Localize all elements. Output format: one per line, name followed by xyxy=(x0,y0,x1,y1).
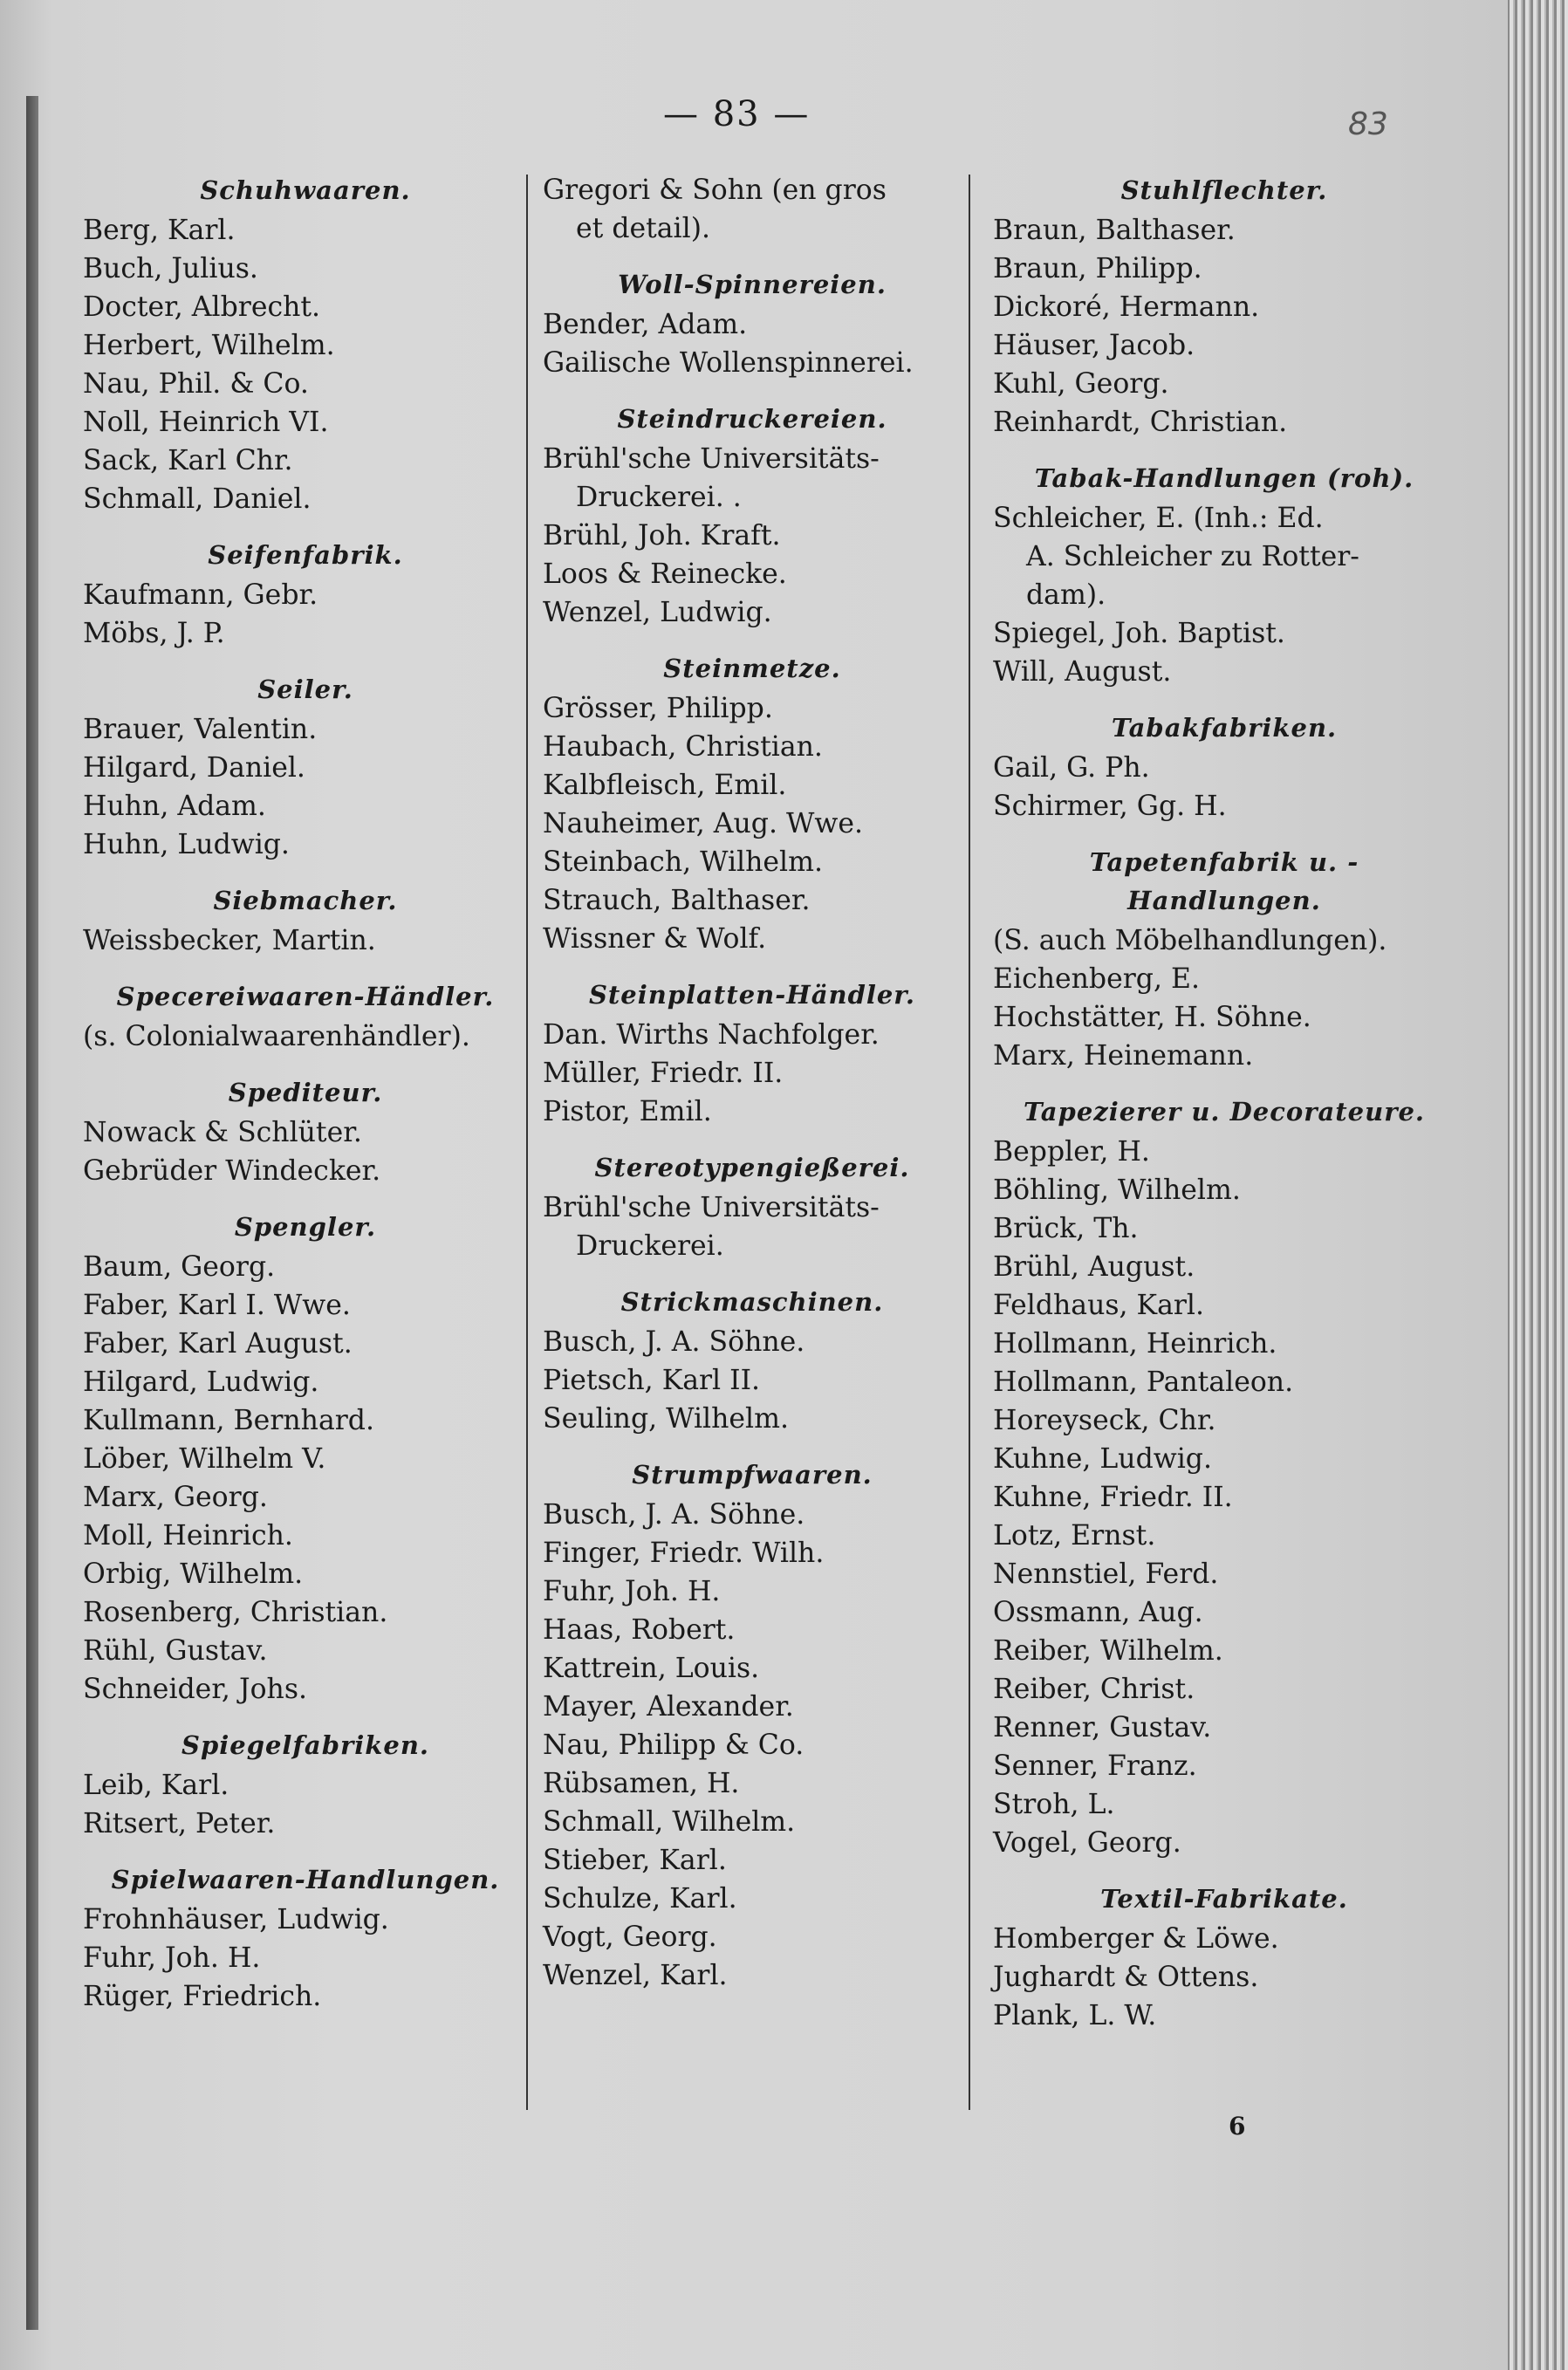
directory-entry: Sack, Karl Chr. xyxy=(83,445,293,476)
directory-entry: Steinbach, Wilhelm. xyxy=(543,846,823,878)
directory-entry: Häuser, Jacob. xyxy=(993,330,1195,361)
directory-section xyxy=(543,265,962,382)
column-3 xyxy=(993,171,1455,2052)
directory-entry: Marx, Georg. xyxy=(83,1482,268,1513)
directory-entry: Wenzel, Ludwig. xyxy=(543,597,772,628)
directory-section xyxy=(993,459,1455,691)
directory-entry: Noll, Heinrich VI. xyxy=(83,407,329,438)
directory-entry: Fuhr, Joh. H. xyxy=(543,1576,721,1607)
section-heading: Siebmacher. xyxy=(213,886,398,915)
column-2 xyxy=(543,171,962,2012)
directory-entry: Frohnhäuser, Ludwig. xyxy=(83,1904,389,1935)
directory-entry: Ossmann, Aug. xyxy=(993,1597,1203,1628)
directory-entry: Möbs, J. P. xyxy=(83,618,225,649)
directory-section xyxy=(543,171,962,248)
directory-entry: Vogt, Georg. xyxy=(543,1921,717,1953)
column-1 xyxy=(83,171,528,2033)
directory-entry: Busch, J. A. Söhne. xyxy=(543,1499,805,1531)
directory-section xyxy=(543,649,962,958)
directory-entry: Renner, Gustav. xyxy=(993,1712,1212,1743)
signature-mark: 6 xyxy=(1229,2112,1246,2141)
section-heading: Woll-Spinnereien. xyxy=(618,270,887,299)
directory-entry: Huhn, Ludwig. xyxy=(83,829,290,860)
directory-section xyxy=(543,1283,962,1438)
directory-entry: Stieber, Karl. xyxy=(543,1845,727,1876)
directory-entry: Eichenberg, E. xyxy=(993,963,1200,995)
directory-entry: Brück, Th. xyxy=(993,1213,1139,1244)
directory-section xyxy=(993,843,1455,1075)
directory-entry: Docter, Albrecht. xyxy=(83,291,321,323)
directory-section xyxy=(993,709,1455,825)
directory-entry: Strauch, Balthaser. xyxy=(543,885,811,916)
section-heading: Spielwaaren-Handlungen. xyxy=(111,1865,500,1894)
directory-entry: Druckerei. . xyxy=(576,482,742,513)
directory-entry: Ritsert, Peter. xyxy=(83,1808,276,1839)
directory-entry: Braun, Philipp. xyxy=(993,253,1202,284)
directory-entry: Rübsamen, H. xyxy=(543,1768,740,1799)
folio-mark: 83 xyxy=(1348,106,1388,142)
directory-entry: Brauer, Valentin. xyxy=(83,714,318,745)
directory-entry: Brühl, Joh. Kraft. xyxy=(543,520,781,551)
directory-section xyxy=(83,171,528,518)
directory-entry: Dickoré, Hermann. xyxy=(993,291,1260,323)
directory-entry: Hilgard, Daniel. xyxy=(83,752,305,784)
directory-entry: Huhn, Adam. xyxy=(83,791,266,822)
directory-entry: Hochstätter, H. Söhne. xyxy=(993,1002,1311,1033)
directory-entry: Nennstiel, Ferd. xyxy=(993,1558,1219,1590)
directory-entry: Bender, Adam. xyxy=(543,309,748,340)
section-heading: Steindruckereien. xyxy=(617,404,887,434)
directory-entry: Berg, Karl. xyxy=(83,215,236,246)
directory-section xyxy=(83,1860,528,2016)
directory-entry: Finger, Friedr. Wilh. xyxy=(543,1538,825,1569)
directory-entry: Vogel, Georg. xyxy=(993,1827,1181,1859)
directory-entry: Schirmer, Gg. H. xyxy=(993,791,1227,822)
section-heading: Tabakfabriken. xyxy=(1111,713,1338,743)
directory-entry: Rühl, Gustav. xyxy=(83,1635,268,1667)
section-heading: Seifenfabrik. xyxy=(208,540,403,570)
directory-entry: Kuhne, Ludwig. xyxy=(993,1443,1212,1475)
directory-entry: Schleicher, E. (Inh.: Ed. xyxy=(993,503,1324,534)
directory-entry: Gebrüder Windecker. xyxy=(83,1155,381,1187)
directory-entry: Homberger & Löwe. xyxy=(993,1923,1279,1955)
directory-entry: Kaufmann, Gebr. xyxy=(83,579,318,611)
directory-entry: Faber, Karl August. xyxy=(83,1328,353,1360)
directory-entry: Brühl'sche Universitäts- xyxy=(543,1192,880,1223)
directory-entry: Horeyseck, Chr. xyxy=(993,1405,1216,1436)
directory-entry: Nau, Phil. & Co. xyxy=(83,368,309,400)
directory-entry: Löber, Wilhelm V. xyxy=(83,1443,326,1475)
directory-entry: Böhling, Wilhelm. xyxy=(993,1175,1241,1206)
directory-entry: Nowack & Schlüter. xyxy=(83,1117,362,1148)
directory-entry: Reiber, Wilhelm. xyxy=(993,1635,1223,1667)
directory-section xyxy=(83,1073,528,1190)
directory-entry: Kalbfleisch, Emil. xyxy=(543,770,787,801)
directory-entry: Rüger, Friedrich. xyxy=(83,1981,322,2012)
section-heading: Strumpfwaaren. xyxy=(632,1460,873,1490)
directory-entry: Wissner & Wolf. xyxy=(543,923,767,955)
directory-entry: Leib, Karl. xyxy=(83,1770,229,1801)
directory-entry: Baum, Georg. xyxy=(83,1251,276,1283)
section-heading: Spediteur. xyxy=(228,1078,383,1107)
directory-entry: Rosenberg, Christian. xyxy=(83,1597,388,1628)
directory-entry: Spiegel, Joh. Baptist. xyxy=(993,618,1285,649)
directory-section xyxy=(543,976,962,1131)
directory-section xyxy=(993,1880,1455,2035)
section-heading: Stereotypengießerei. xyxy=(594,1153,910,1182)
directory-section xyxy=(83,977,528,1056)
directory-entry: Schmall, Daniel. xyxy=(83,483,312,515)
binding-shadow xyxy=(26,96,38,2330)
directory-entry: Hollmann, Heinrich. xyxy=(993,1328,1277,1360)
directory-entry: Seuling, Wilhelm. xyxy=(543,1403,789,1435)
directory-entry: Buch, Julius. xyxy=(83,253,258,284)
directory-entry: Lotz, Ernst. xyxy=(993,1520,1156,1551)
directory-entry: Druckerei. xyxy=(576,1230,724,1262)
directory-entry: Hollmann, Pantaleon. xyxy=(993,1367,1294,1398)
directory-entry: A. Schleicher zu Rotter- xyxy=(1026,541,1359,572)
section-heading: Tapezierer u. Decorateure. xyxy=(1023,1097,1426,1127)
directory-entry: Beppler, H. xyxy=(993,1136,1150,1168)
directory-entry: Kattrein, Louis. xyxy=(543,1653,760,1684)
directory-entry: Grösser, Philipp. xyxy=(543,693,773,724)
directory-section xyxy=(993,1093,1455,1862)
section-heading: Steinmetze. xyxy=(663,654,841,683)
section-heading: Stuhlflechter. xyxy=(1120,175,1328,205)
directory-section xyxy=(543,1456,962,1995)
directory-entry: Gailische Wollenspinnerei. xyxy=(543,347,914,379)
directory-entry: Schneider, Johs. xyxy=(83,1674,307,1705)
directory-entry: Wenzel, Karl. xyxy=(543,1960,728,1991)
directory-entry: Gail, G. Ph. xyxy=(993,752,1150,784)
directory-entry: Jughardt & Ottens. xyxy=(993,1962,1259,1993)
directory-section xyxy=(993,171,1455,442)
directory-entry: dam). xyxy=(1026,579,1106,611)
directory-section xyxy=(83,536,528,653)
directory-entry: Haas, Robert. xyxy=(543,1614,736,1646)
section-heading: Tabak-Handlungen (roh). xyxy=(1034,463,1414,493)
section-heading: Spengler. xyxy=(234,1212,377,1242)
directory-entry: Brühl, August. xyxy=(993,1251,1195,1283)
directory-entry: Loos & Reinecke. xyxy=(543,558,787,590)
section-heading: Specereiwaaren-Händler. xyxy=(116,982,495,1011)
section-heading: Steinplatten-Händler. xyxy=(588,980,916,1010)
section-heading: Schuhwaaren. xyxy=(200,175,411,205)
page-number: — 83 — xyxy=(663,94,811,134)
directory-entry: et detail). xyxy=(576,213,711,244)
directory-section xyxy=(543,1148,962,1265)
directory-entry: Marx, Heinemann. xyxy=(993,1040,1254,1072)
directory-entry: Feldhaus, Karl. xyxy=(993,1290,1205,1321)
directory-section xyxy=(543,400,962,632)
directory-entry: Plank, L. W. xyxy=(993,2000,1157,2031)
directory-section xyxy=(83,670,528,864)
directory-entry: Kullmann, Bernhard. xyxy=(83,1405,374,1436)
directory-section xyxy=(83,1726,528,1843)
section-heading: Seiler. xyxy=(257,675,353,704)
directory-entry: Brühl'sche Universitäts- xyxy=(543,443,880,475)
directory-entry: Stroh, L. xyxy=(993,1789,1115,1820)
directory-entry: Reiber, Christ. xyxy=(993,1674,1195,1705)
section-heading: Textil-Fabrikate. xyxy=(1100,1884,1348,1914)
directory-entry: Schmall, Wilhelm. xyxy=(543,1806,796,1838)
directory-entry: Reinhardt, Christian. xyxy=(993,407,1288,438)
directory-entry: Weissbecker, Martin. xyxy=(83,925,376,956)
directory-entry: Hilgard, Ludwig. xyxy=(83,1367,319,1398)
directory-entry: Will, August. xyxy=(993,656,1172,688)
directory-entry: Moll, Heinrich. xyxy=(83,1520,293,1551)
directory-entry: Schulze, Karl. xyxy=(543,1883,737,1914)
directory-entry: Senner, Franz. xyxy=(993,1750,1197,1782)
directory-entry: Herbert, Wilhelm. xyxy=(83,330,335,361)
directory-entry: Faber, Karl I. Wwe. xyxy=(83,1290,351,1321)
directory-entry: (S. auch Möbelhandlungen). xyxy=(993,925,1387,956)
directory-entry: Nau, Philipp & Co. xyxy=(543,1730,805,1761)
section-heading: Tapetenfabrik u. -Handlungen. xyxy=(1089,847,1359,915)
directory-entry: Dan. Wirths Nachfolger. xyxy=(543,1019,880,1051)
directory-entry: Kuhne, Friedr. II. xyxy=(993,1482,1233,1513)
directory-entry: Nauheimer, Aug. Wwe. xyxy=(543,808,863,839)
directory-entry: Haubach, Christian. xyxy=(543,731,823,763)
section-heading: Strickmaschinen. xyxy=(620,1287,884,1317)
directory-section xyxy=(83,1208,528,1709)
directory-entry: Fuhr, Joh. H. xyxy=(83,1942,261,1974)
directory-entry: Gregori & Sohn (en gros xyxy=(543,175,887,206)
directory-entry: Kuhl, Georg. xyxy=(993,368,1169,400)
directory-entry: (s. Colonialwaarenhändler). xyxy=(83,1021,470,1052)
directory-section xyxy=(83,881,528,960)
section-heading: Spiegelfabriken. xyxy=(181,1730,429,1760)
directory-entry: Pistor, Emil. xyxy=(543,1096,712,1127)
directory-entry: Braun, Balthaser. xyxy=(993,215,1236,246)
directory-entry: Orbig, Wilhelm. xyxy=(83,1558,304,1590)
directory-entry: Busch, J. A. Söhne. xyxy=(543,1326,805,1358)
directory-entry: Mayer, Alexander. xyxy=(543,1691,794,1723)
column-rule-2 xyxy=(969,175,970,2110)
directory-entry: Pietsch, Karl II. xyxy=(543,1365,761,1396)
directory-entry: Müller, Friedr. II. xyxy=(543,1058,784,1089)
